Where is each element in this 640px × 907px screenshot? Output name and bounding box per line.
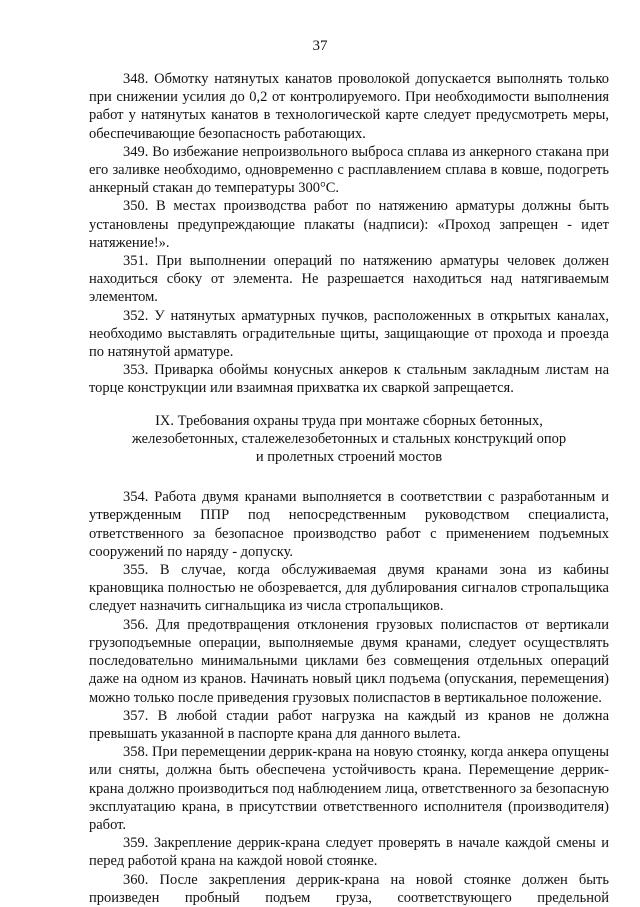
- paragraph-number: 359.: [123, 835, 149, 852]
- section-heading-line: IX. Требования охраны труда при монтаже сборных бетонных,: [155, 412, 543, 429]
- paragraph-text: У натянутых арматурных пучков, расположенных в открытых каналах, необходимо выставлять оградительные щиты, защищающие от прохода и проезда по натянутой арматуре.: [89, 307, 609, 361]
- paragraph-text: В любой стадии работ нагрузка на каждый из кранов не должна превышать указанной в паспорте крана для данного вылета.: [89, 707, 610, 742]
- paragraph-350: [89, 197, 609, 252]
- paragraph-356: [89, 616, 609, 707]
- paragraph-text: В случае, когда обслуживаемая двумя кранами зона из кабины крановщика полностью не обозревается, для дублирования сигналов стропальщика следует назначить сигнальщика из числа стропальщиков.: [89, 562, 610, 615]
- section-heading-line: железобетонных, сталежелезобетонных и стальных конструкций опор: [131, 430, 567, 447]
- section-heading-line: и пролетных строений мостов: [255, 449, 443, 466]
- paragraph-text: Обмотку натянутых канатов проволокой допускается выполнять только при снижении усилия до 0,2 от контролируемого. При необходимости выполнения работ у натянутых канатов в технологической карте следует предусмотреть меры, обеспечивающие безопасность работающих.: [89, 71, 610, 142]
- paragraph-number: 353.: [123, 362, 149, 379]
- paragraph-number: 360.: [123, 871, 149, 888]
- paragraph-348: [89, 70, 609, 143]
- paragraph-number: 355.: [123, 562, 149, 579]
- paragraph-352: [89, 307, 609, 362]
- section-heading: [89, 412, 609, 467]
- paragraph-number: 350.: [123, 198, 149, 215]
- paragraph-text: В местах производства работ по натяжению арматуры должны быть установлены предупреждающие плакаты (надписи): «Проход запрещен - идет натяжение!».: [89, 198, 610, 251]
- paragraph-353: [89, 361, 609, 397]
- page-number: 37: [312, 38, 328, 54]
- paragraph-355: [89, 561, 609, 616]
- paragraph-359: [89, 834, 609, 870]
- paragraph-text: Закрепление деррик-крана следует проверять в начале каждой смены и перед работой крана на каждой новой стоянке.: [89, 835, 610, 870]
- paragraph-354: [89, 488, 609, 561]
- paragraph-number: 349.: [123, 143, 149, 160]
- paragraph-text: Работа двумя кранами выполняется в соответствии с разработанным и утвержденным ППР под непосредственным руководством специалиста, ответственного за безопасное производство работ с применением подъемных сооружений по наряду - допуску.: [89, 489, 610, 560]
- paragraph-number: 352.: [123, 307, 149, 324]
- paragraph-number: 357.: [123, 707, 149, 724]
- paragraph-360: [89, 871, 609, 907]
- page-content: [89, 70, 609, 907]
- paragraph-357: [89, 707, 609, 743]
- paragraph-text: Во избежание непроизвольного выброса сплава из анкерного стакана при его заливке необходимо, одновременно с расплавлением сплава в ковше, подогреть анкерный стакан до температуры 300°C.: [89, 143, 610, 197]
- paragraph-358: [89, 743, 609, 834]
- paragraph-text: После закрепления деррик-крана на новой стоянке должен быть произведен пробный подъем груза, соответствующего предельной: [89, 871, 609, 906]
- paragraph-number: 358.: [123, 744, 149, 761]
- paragraph-number: 354.: [123, 489, 149, 506]
- paragraph-text: Приварка обоймы конусных анкеров к стальным закладным листам на торце конструкции или взаимная прихватка их сваркой запрещается.: [89, 362, 610, 397]
- paragraph-number: 351.: [123, 253, 149, 270]
- paragraph-text: Для предотвращения отклонения грузовых полиспастов от вертикали грузоподъемные операции, выполняемые двумя кранами, следует осуществлять последовательно минимальными циклами без совмещения отдельных операций даже на одном из кранов. Начинать новый цикл подъема (опускания, перемещения) можно только после приведения грузовых полиспастов в вертикальное положение.: [89, 616, 609, 706]
- paragraph-351: [89, 252, 609, 307]
- paragraph-number: 348.: [123, 71, 149, 87]
- paragraph-text: При выполнении операций по натяжению арматуры человек должен находиться сбоку от элемента. Не разрешается находиться над натягиваемым элементом.: [89, 253, 609, 306]
- paragraph-number: 356.: [123, 616, 149, 633]
- paragraph-text: При перемещении деррик-крана на новую стоянку, когда анкера опущены или сняты, должна быть обеспечена устойчивость крана. Перемещение деррик-крана должно производиться под наблюдением лица, ответственного за безопасную эксплуатацию крана, в присутствии ответственного исполнителя (производителя) работ.: [89, 744, 609, 833]
- paragraph-349: [89, 143, 609, 198]
